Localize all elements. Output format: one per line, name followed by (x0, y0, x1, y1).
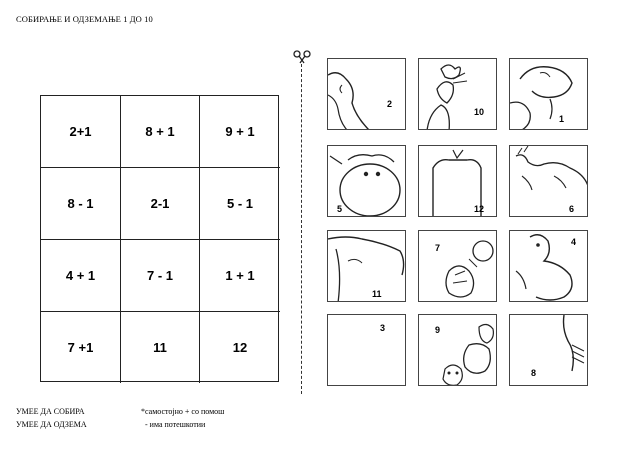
puzzle-tile[interactable] (327, 145, 406, 217)
animal-part-icon (419, 315, 497, 386)
puzzle-tile[interactable] (509, 58, 588, 130)
animal-part-icon (510, 59, 588, 130)
puzzle-tile[interactable] (327, 314, 406, 386)
cut-line (301, 64, 302, 394)
grid-cell: 1 + 1 (200, 240, 280, 312)
tile-number: 1 (559, 114, 565, 124)
grid-cell: 7 +1 (41, 312, 121, 383)
grid-cell: 11 (121, 312, 200, 383)
animal-part-icon (510, 315, 588, 386)
tile-number: 12 (474, 204, 485, 214)
animal-part-icon (510, 231, 588, 302)
grid-cell: 4 + 1 (41, 240, 121, 312)
puzzle-tile[interactable] (509, 145, 588, 217)
page-title: СОБИРАЊЕ И ОДЗЕМАЊЕ 1 ДО 10 (16, 14, 153, 24)
puzzle-tile[interactable] (418, 145, 497, 217)
animal-part-icon (328, 59, 406, 130)
puzzle-tile[interactable] (509, 230, 588, 302)
tile-number: 5 (337, 204, 343, 214)
puzzle-tile[interactable] (327, 230, 406, 302)
tile-number: 11 (372, 289, 382, 299)
tile-number: 8 (531, 368, 537, 378)
puzzle-tile[interactable] (418, 230, 497, 302)
animal-part-icon (510, 146, 588, 217)
grid-cell: 8 - 1 (41, 168, 121, 240)
footer-skill-add: УМЕЕ ДА СОБИРА (16, 407, 85, 416)
grid-cell: 9 + 1 (200, 96, 280, 168)
grid-cell: 2+1 (41, 96, 121, 168)
tile-number: 3 (380, 323, 386, 333)
animal-part-icon (419, 146, 497, 217)
tile-number: 4 (571, 237, 577, 247)
tile-number: 9 (435, 325, 441, 335)
grid-cell: 8 + 1 (121, 96, 200, 168)
grid-cell: 2-1 (121, 168, 200, 240)
animal-part-icon (419, 231, 497, 302)
footer-legend-1: *самостојно + со помош (141, 407, 225, 416)
tile-number: 7 (435, 243, 441, 253)
puzzle-tile[interactable] (418, 314, 497, 386)
footer-legend-2: - има потешкотии (145, 420, 206, 429)
grid-cell: 5 - 1 (200, 168, 280, 240)
footer-skill-subtract: УМЕЕ ДА ОДЗЕМА (16, 420, 87, 429)
tile-number: 2 (387, 99, 393, 109)
puzzle-tile[interactable] (509, 314, 588, 386)
tile-number: 6 (569, 204, 575, 214)
animal-part-icon (419, 59, 497, 130)
grid-cell: 7 - 1 (121, 240, 200, 312)
math-grid (40, 95, 279, 382)
animal-part-icon (328, 231, 406, 302)
puzzle-tile[interactable] (418, 58, 497, 130)
scissors-icon (293, 50, 311, 64)
tile-number: 10 (474, 107, 485, 117)
grid-cell: 12 (232, 340, 248, 355)
puzzle-tile[interactable] (327, 58, 406, 130)
